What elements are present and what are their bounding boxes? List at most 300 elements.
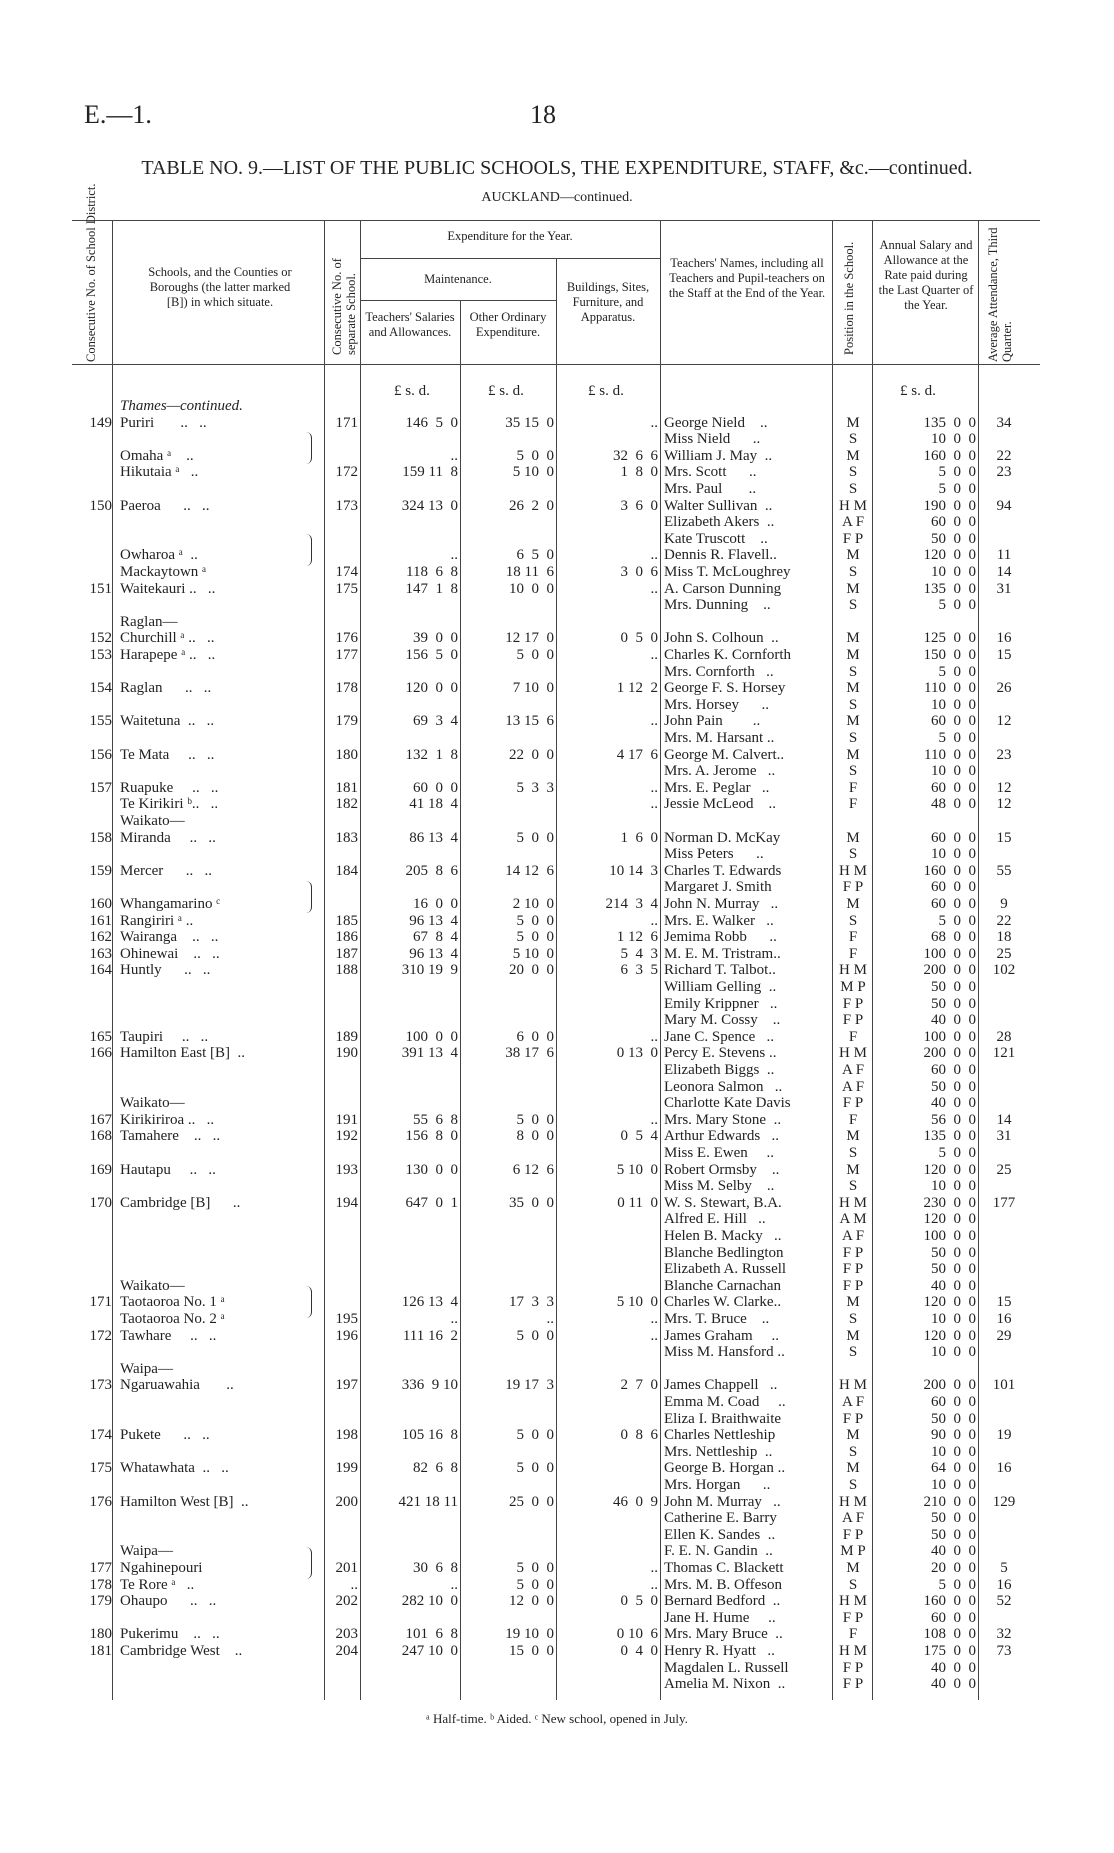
teacher-name-cell: Charles Nettleship (664, 1427, 776, 1444)
teacher-name-cell: Mrs. Dunning .. (664, 597, 771, 614)
attendance-cell: 22 (996, 912, 1012, 929)
annual-salary-cell: 135 0 0 (923, 1128, 976, 1145)
teacher-name-cell: Arthur Edwards .. (664, 1128, 779, 1145)
attendance-cell: 31 (996, 1128, 1012, 1145)
teacher-name-cell: Leonora Salmon .. (664, 1078, 783, 1095)
school-no-cell: 177 (335, 647, 358, 663)
school-name-cell: Cambridge [B] .. (120, 1194, 241, 1211)
district-no-cell: 181 (89, 1643, 112, 1659)
teachers-salaries-cell: 146 5 0 (405, 414, 458, 431)
district-no-cell: 158 (89, 829, 112, 846)
teacher-name-cell: William Gelling .. (664, 979, 777, 995)
annual-salary-cell: 40 0 0 (931, 1543, 976, 1560)
attendance-cell: 16 (996, 1576, 1012, 1593)
annual-salary-cell: 10 0 0 (931, 846, 976, 863)
annual-salary-cell: 100 0 0 (923, 1228, 976, 1244)
position-cell: H M (839, 1045, 867, 1062)
other-expenditure-cell: 6 12 6 (512, 1161, 554, 1178)
position-cell: M (846, 547, 860, 564)
currency-heading-annual: £ s. d. (900, 383, 936, 399)
annual-salary-cell: 160 0 0 (923, 447, 976, 464)
school-name-cell: Thames—continued. (120, 398, 243, 414)
annual-salary-cell: 50 0 0 (931, 1078, 976, 1095)
district-no-cell: 162 (89, 929, 112, 946)
school-no-cell: 186 (335, 929, 358, 946)
other-expenditure-cell: 10 0 0 (509, 580, 554, 597)
district-no-cell: 169 (89, 1161, 112, 1178)
teacher-name-cell: Miss Nield .. (664, 431, 761, 448)
position-cell: M (846, 896, 860, 912)
teachers-salaries-cell: 130 0 0 (405, 1161, 458, 1178)
teachers-salaries-cell: 100 0 0 (405, 1028, 458, 1045)
other-expenditure-cell: 5 0 0 (516, 1327, 554, 1344)
other-expenditure-cell: 14 12 6 (505, 862, 554, 879)
school-name-cell: Waikato— (120, 1095, 185, 1112)
annual-salary-cell: 56 0 0 (931, 1111, 976, 1128)
annual-salary-cell: 5 0 0 (938, 730, 976, 746)
page-number: 18 (530, 100, 556, 129)
district-no-cell: 180 (89, 1626, 112, 1643)
school-name-cell: Kirikiriroa .. .. (120, 1111, 215, 1128)
other-expenditure-cell: 5 10 0 (512, 464, 554, 481)
school-name-cell: Waitetuna .. .. (120, 713, 215, 730)
teacher-name-cell: James Chappell .. (664, 1377, 778, 1394)
position-cell: M (846, 1560, 860, 1576)
teacher-name-cell: George Nield .. (664, 414, 768, 431)
district-no-cell: 155 (89, 713, 112, 730)
position-cell: F P (842, 1526, 864, 1543)
annual-salary-cell: 40 0 0 (931, 1095, 976, 1112)
district-no-cell: 150 (89, 497, 112, 514)
teacher-name-cell: George M. Calvert.. (664, 746, 785, 763)
other-expenditure-cell: 5 10 0 (512, 945, 554, 962)
school-no-cell: 196 (335, 1327, 358, 1344)
annual-salary-cell: 110 0 0 (924, 680, 976, 697)
teacher-name-cell: James Graham .. (664, 1327, 779, 1344)
school-name-cell: Harapepe ᵃ .. .. (120, 647, 216, 663)
position-cell: F (848, 1111, 858, 1128)
position-cell: S (848, 663, 858, 680)
district-no-cell: 177 (89, 1560, 112, 1576)
position-cell: A M (839, 1211, 867, 1228)
annual-salary-cell: 10 0 0 (931, 1344, 976, 1361)
attendance-cell: 34 (996, 414, 1012, 431)
position-cell: A F (841, 1078, 865, 1095)
annual-salary-cell: 120 0 0 (923, 1327, 976, 1344)
annual-salary-cell: 120 0 0 (923, 1294, 976, 1311)
position-cell: M (846, 414, 860, 431)
annual-salary-cell: 160 0 0 (923, 1593, 976, 1610)
buildings-cell: .. (650, 796, 658, 813)
buildings-cell: 3 6 0 (620, 497, 658, 514)
position-cell: A F (841, 514, 865, 531)
school-name-cell: Huntly .. .. (120, 962, 211, 979)
attendance-cell: 15 (996, 1294, 1012, 1311)
position-cell: F P (842, 1244, 864, 1261)
teachers-salaries-cell: 132 1 8 (405, 746, 458, 763)
annual-salary-cell: 210 0 0 (923, 1493, 976, 1510)
other-expenditure-cell: 19 10 0 (505, 1626, 554, 1643)
buildings-cell: 0 5 4 (620, 1128, 658, 1145)
teacher-name-cell: John M. Murray .. (664, 1493, 781, 1510)
attendance-cell: 32 (996, 1626, 1012, 1643)
other-expenditure-cell: 22 0 0 (509, 746, 554, 763)
teachers-salaries-cell: 30 6 8 (413, 1560, 458, 1576)
attendance-cell: 23 (996, 746, 1012, 763)
district-no-cell: 151 (89, 580, 112, 597)
district-no-cell: 167 (89, 1111, 112, 1128)
annual-salary-cell: 60 0 0 (931, 514, 976, 531)
teacher-name-cell: Amelia M. Nixon .. (664, 1676, 786, 1693)
school-name-cell: Hikutaia ᵃ .. (120, 464, 199, 481)
district-no-cell: 168 (89, 1128, 112, 1145)
buildings-cell: 0 10 6 (616, 1626, 658, 1643)
teacher-name-cell: Charles K. Cornforth (664, 647, 792, 663)
teachers-salaries-cell: 205 8 6 (405, 862, 458, 879)
teacher-name-cell: Henry R. Hyatt .. (664, 1643, 775, 1659)
teacher-name-cell: Emily Krippner .. (664, 995, 778, 1012)
teachers-salaries-cell: 247 10 0 (401, 1643, 458, 1659)
teacher-name-cell: John N. Murray .. (664, 896, 779, 912)
school-no-cell: 179 (335, 713, 358, 730)
annual-salary-cell: 10 0 0 (931, 564, 976, 580)
teacher-name-cell: W. S. Stewart, B.A. (664, 1194, 782, 1211)
annual-salary-cell: 5 0 0 (938, 481, 976, 497)
school-no-cell: 195 (335, 1311, 358, 1327)
teachers-salaries-cell: 101 6 8 (405, 1626, 458, 1643)
buildings-cell: 0 5 0 (620, 1593, 658, 1610)
school-no-cell: 194 (335, 1194, 358, 1211)
school-name-cell: Pukete .. .. (120, 1427, 210, 1444)
teachers-salaries-cell: 282 10 0 (401, 1593, 458, 1610)
other-expenditure-cell: 38 17 6 (505, 1045, 554, 1062)
annual-salary-cell: 110 0 0 (924, 746, 976, 763)
school-name-cell: Tamahere .. .. (120, 1128, 221, 1145)
school-name-cell: Taotaoroa No. 1 ᵃ (120, 1294, 225, 1311)
district-no-cell: 149 (89, 414, 112, 431)
position-cell: M P (840, 1543, 866, 1560)
other-expenditure-cell: 6 5 0 (516, 547, 554, 564)
teacher-name-cell: Jane C. Spence .. (664, 1028, 774, 1045)
position-cell: H M (839, 1377, 867, 1394)
school-name-cell: Raglan .. .. (120, 680, 212, 697)
district-no-cell: 170 (89, 1194, 112, 1211)
annual-salary-cell: 60 0 0 (931, 879, 976, 896)
annual-salary-cell: 60 0 0 (931, 896, 976, 912)
annual-salary-cell: 5 0 0 (938, 912, 976, 929)
document-code: E.—1. (84, 100, 152, 129)
teachers-salaries-cell: 118 6 8 (406, 564, 458, 580)
position-cell: M (846, 580, 860, 597)
other-expenditure-cell: 13 15 6 (505, 713, 554, 730)
teachers-salaries-cell: 156 8 0 (405, 1128, 458, 1145)
teacher-name-cell: Helen B. Macky .. (664, 1228, 782, 1244)
position-cell: S (848, 1443, 858, 1460)
other-expenditure-cell: 15 0 0 (509, 1643, 554, 1659)
position-cell: F (848, 1626, 858, 1643)
header-expenditure: Expenditure for the Year. (447, 229, 573, 243)
school-no-cell: 201 (335, 1560, 358, 1576)
buildings-cell: 0 13 0 (616, 1045, 658, 1062)
position-cell: M (846, 1427, 860, 1444)
position-cell: H M (839, 497, 867, 514)
school-no-cell: 181 (335, 779, 358, 796)
position-cell: M (846, 1161, 860, 1178)
school-no-cell: 203 (335, 1626, 358, 1643)
teachers-salaries-cell: 105 16 8 (401, 1427, 458, 1444)
attendance-cell: 16 (996, 1460, 1012, 1477)
buildings-cell: 3 0 6 (620, 564, 658, 580)
header-teachers-salaries: Teachers' Salaries and Allowances. (365, 310, 455, 339)
position-cell: M (846, 746, 860, 763)
annual-salary-cell: 175 0 0 (923, 1643, 976, 1659)
teacher-name-cell: Miss Peters .. (664, 846, 764, 863)
annual-salary-cell: 50 0 0 (931, 1526, 976, 1543)
other-expenditure-cell: 8 0 0 (516, 1128, 554, 1145)
annual-salary-cell: 5 0 0 (938, 1576, 976, 1593)
teachers-salaries-cell: 60 0 0 (413, 779, 458, 796)
other-expenditure-cell: 26 2 0 (509, 497, 554, 514)
position-cell: M (846, 630, 860, 647)
other-expenditure-cell: 6 0 0 (516, 1028, 554, 1045)
attendance-cell: 121 (992, 1045, 1016, 1062)
attendance-cell: 22 (996, 447, 1012, 464)
buildings-cell: 4 17 6 (616, 746, 658, 763)
position-cell: F (848, 1028, 858, 1045)
school-no-cell: .. (350, 1576, 358, 1593)
attendance-cell: 12 (996, 779, 1012, 796)
position-cell: F (848, 796, 858, 813)
attendance-cell: 129 (992, 1493, 1016, 1510)
school-no-cell: 202 (335, 1593, 358, 1610)
currency-heading-salaries: £ s. d. (394, 383, 430, 399)
position-cell: S (848, 763, 858, 780)
teacher-name-cell: Thomas C. Blackett (664, 1560, 784, 1576)
annual-salary-cell: 5 0 0 (938, 464, 976, 481)
teachers-salaries-cell: .. (450, 1311, 458, 1327)
header-buildings: Buildings, Sites, Furniture, and Apparatus. (566, 280, 650, 324)
teacher-name-cell: Mrs. Mary Bruce .. (664, 1626, 783, 1643)
position-cell: F (848, 929, 858, 946)
annual-salary-cell: 5 0 0 (938, 597, 976, 614)
school-no-cell: 192 (335, 1128, 358, 1145)
position-cell: A F (841, 1228, 865, 1244)
school-name-cell: Puriri .. .. (120, 414, 207, 431)
header-attendance: Average Attendance, Third Quarter. (986, 227, 1014, 362)
buildings-cell: .. (650, 647, 658, 663)
annual-salary-cell: 100 0 0 (923, 1028, 976, 1045)
annual-salary-cell: 60 0 0 (931, 713, 976, 730)
position-cell: M (846, 647, 860, 663)
attendance-cell: 23 (996, 464, 1012, 481)
school-no-cell: 190 (335, 1045, 358, 1062)
teacher-name-cell: Eliza I. Braithwaite (664, 1410, 782, 1427)
teacher-name-cell: Charles W. Clarke.. (664, 1294, 782, 1311)
buildings-cell: 1 12 6 (616, 929, 658, 946)
position-cell: S (848, 1576, 858, 1593)
teacher-name-cell: A. Carson Dunning (664, 580, 782, 597)
school-name-cell: Hamilton West [B] .. (120, 1493, 249, 1510)
other-expenditure-cell: 7 10 0 (512, 680, 554, 697)
school-name-cell: Waikato— (120, 813, 185, 829)
teacher-name-cell: Catherine E. Barry (664, 1510, 777, 1527)
annual-salary-cell: 120 0 0 (923, 1161, 976, 1178)
position-cell: M (846, 713, 860, 730)
district-no-cell: 153 (89, 647, 112, 663)
header-position: Position in the School. (842, 241, 856, 355)
school-no-cell: 184 (335, 862, 358, 879)
teacher-name-cell: Miss M. Hansford .. (664, 1344, 785, 1361)
school-name-cell: Hautapu .. .. (120, 1161, 216, 1178)
annual-salary-cell: 150 0 0 (923, 647, 976, 663)
teacher-name-cell: Kate Truscott .. (664, 530, 768, 547)
school-name-cell: Waitekauri .. .. (120, 580, 216, 597)
school-name-cell: Mercer .. .. (120, 862, 213, 879)
position-cell: S (848, 431, 858, 448)
position-cell: F P (842, 995, 864, 1012)
teacher-name-cell: Emma M. Coad .. (664, 1394, 786, 1410)
annual-salary-cell: 5 0 0 (938, 1145, 976, 1161)
position-cell: F P (842, 1095, 864, 1112)
school-no-cell: 188 (335, 962, 358, 979)
teacher-name-cell: Jemima Robb .. (664, 929, 777, 946)
attendance-cell: 19 (996, 1427, 1012, 1444)
teachers-salaries-cell: 16 0 0 (413, 896, 458, 912)
annual-salary-cell: 10 0 0 (931, 763, 976, 780)
teacher-name-cell: Percy E. Stevens .. (664, 1045, 777, 1062)
teacher-name-cell: Miss T. McLoughrey (664, 564, 791, 580)
buildings-cell: 10 14 3 (609, 862, 658, 879)
other-expenditure-cell: 5 0 0 (516, 829, 554, 846)
annual-salary-cell: 48 0 0 (931, 796, 976, 813)
annual-salary-cell: 90 0 0 (931, 1427, 976, 1444)
school-no-cell: 182 (335, 796, 358, 813)
teacher-name-cell: Elizabeth A. Russell (664, 1261, 787, 1278)
school-no-cell: 171 (335, 414, 358, 431)
other-expenditure-cell: 5 0 0 (516, 1576, 554, 1593)
position-cell: F P (842, 1261, 864, 1278)
teachers-salaries-cell: 67 8 4 (413, 929, 458, 946)
buildings-cell: .. (650, 779, 658, 796)
teacher-name-cell: Mary M. Cossy .. (664, 1012, 781, 1029)
attendance-cell: 31 (996, 580, 1012, 597)
annual-salary-cell: 60 0 0 (931, 1394, 976, 1410)
district-no-cell: 175 (89, 1460, 112, 1477)
school-no-cell: 200 (335, 1493, 358, 1510)
attendance-cell: 25 (996, 1161, 1012, 1178)
school-name-cell: Owharoa ᵃ .. (120, 547, 198, 564)
teachers-salaries-cell: 147 1 8 (405, 580, 458, 597)
district-no-cell: 174 (89, 1427, 112, 1444)
teachers-salaries-cell: .. (450, 547, 458, 564)
teacher-name-cell: Mrs. A. Jerome .. (664, 763, 776, 780)
teacher-name-cell: Elizabeth Akers .. (664, 514, 775, 531)
school-no-cell: 178 (335, 680, 358, 697)
position-cell: A F (841, 1510, 865, 1527)
other-expenditure-cell: 17 3 3 (509, 1294, 554, 1311)
teacher-name-cell: Mrs. Paul .. (664, 481, 757, 497)
school-no-cell: 191 (335, 1111, 358, 1128)
school-name-cell: Mackaytown ᵃ (120, 564, 207, 580)
annual-salary-cell: 40 0 0 (931, 1012, 976, 1029)
school-no-cell: 175 (335, 580, 358, 597)
teacher-name-cell: George B. Horgan .. (664, 1460, 786, 1477)
teachers-salaries-cell: 310 19 9 (401, 962, 458, 979)
buildings-cell: .. (650, 1576, 658, 1593)
other-expenditure-cell: 5 0 0 (516, 912, 554, 929)
attendance-cell: 101 (992, 1377, 1016, 1394)
header-other-expenditure: Other Ordinary Expenditure. (469, 310, 547, 339)
teachers-salaries-cell: 111 16 2 (402, 1327, 458, 1344)
teachers-salaries-cell: 421 18 11 (398, 1493, 458, 1510)
teacher-name-cell: Elizabeth Biggs .. (664, 1062, 775, 1078)
annual-salary-cell: 50 0 0 (931, 1410, 976, 1427)
other-expenditure-cell: 20 0 0 (509, 962, 554, 979)
teacher-name-cell: Alfred E. Hill .. (664, 1211, 766, 1228)
position-cell: H M (839, 1593, 867, 1610)
buildings-cell: 0 5 0 (620, 630, 658, 647)
school-name-cell: Ngaruawahia .. (120, 1377, 234, 1394)
annual-salary-cell: 10 0 0 (931, 1443, 976, 1460)
district-no-cell: 179 (89, 1593, 112, 1610)
attendance-cell: 16 (996, 1311, 1012, 1327)
position-cell: H M (839, 862, 867, 879)
position-cell: S (848, 564, 858, 580)
position-cell: F P (842, 1012, 864, 1029)
annual-salary-cell: 50 0 0 (931, 1510, 976, 1527)
position-cell: S (848, 1311, 858, 1327)
teacher-name-cell: John S. Colhoun .. (664, 630, 779, 647)
annual-salary-cell: 50 0 0 (931, 1261, 976, 1278)
annual-salary-cell: 120 0 0 (923, 1211, 976, 1228)
position-cell: S (848, 696, 858, 713)
position-cell: M (846, 1460, 860, 1477)
school-no-cell: 193 (335, 1161, 358, 1178)
annual-salary-cell: 60 0 0 (931, 1062, 976, 1078)
position-cell: M (846, 1128, 860, 1145)
attendance-cell: 9 (1000, 896, 1008, 912)
annual-salary-cell: 10 0 0 (931, 696, 976, 713)
position-cell: S (848, 912, 858, 929)
position-cell: H M (839, 1493, 867, 1510)
position-cell: F (848, 945, 858, 962)
school-name-cell: Pukerimu .. .. (120, 1626, 220, 1643)
teacher-name-cell: Mrs. T. Bruce .. (664, 1311, 770, 1327)
position-cell: M (846, 447, 860, 464)
other-expenditure-cell: 5 0 0 (516, 1111, 554, 1128)
teacher-name-cell: Charlotte Kate Davis (664, 1095, 791, 1112)
buildings-cell: .. (650, 1311, 658, 1327)
school-name-cell: Waipa— (120, 1543, 173, 1560)
annual-salary-cell: 10 0 0 (931, 1178, 976, 1195)
attendance-cell: 5 (1000, 1560, 1008, 1576)
attendance-cell: 94 (996, 497, 1012, 514)
school-name-cell: Waikato— (120, 1277, 185, 1294)
other-expenditure-cell: 12 0 0 (509, 1593, 554, 1610)
annual-salary-cell: 60 0 0 (931, 829, 976, 846)
annual-salary-cell: 50 0 0 (931, 530, 976, 547)
attendance-cell: 55 (996, 862, 1012, 879)
teacher-name-cell: Miss M. Selby .. (664, 1178, 775, 1195)
position-cell: F P (842, 1676, 864, 1693)
teacher-name-cell: Robert Ormsby .. (664, 1161, 780, 1178)
teacher-name-cell: M. E. M. Tristram.. (664, 945, 781, 962)
position-cell: S (848, 481, 858, 497)
attendance-cell: 12 (996, 796, 1012, 813)
position-cell: S (848, 1344, 858, 1361)
district-no-cell: 171 (89, 1294, 112, 1311)
teachers-salaries-cell: 86 13 4 (409, 829, 458, 846)
